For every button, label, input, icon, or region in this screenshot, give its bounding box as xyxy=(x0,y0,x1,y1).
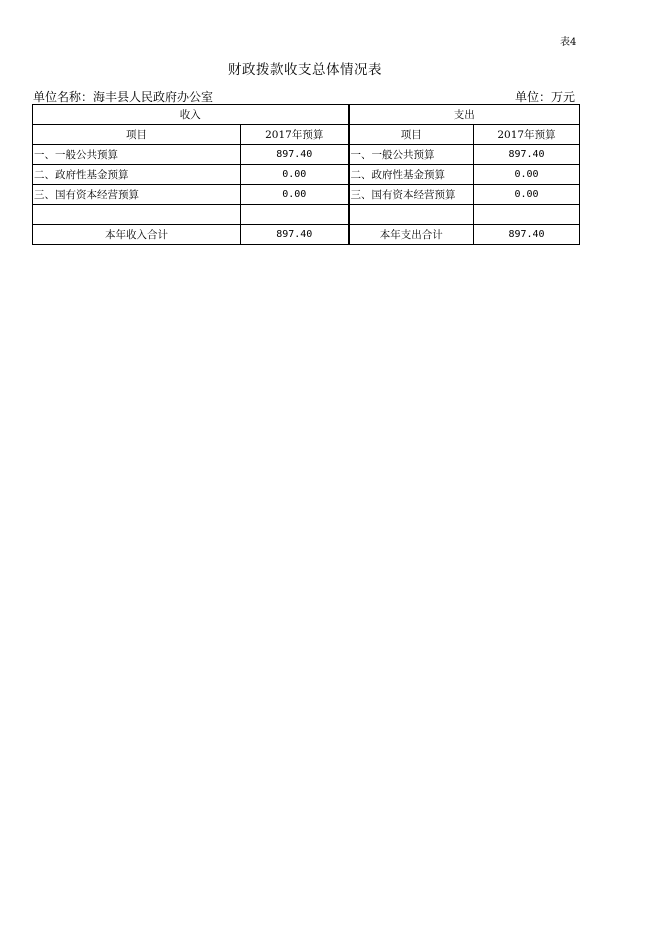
expense-total-label: 本年支出合计 xyxy=(349,225,474,245)
expense-value: 897.40 xyxy=(474,145,580,165)
income-header: 收入 xyxy=(33,105,349,125)
section-header-row xyxy=(33,105,580,125)
income-col-item: 项目 xyxy=(33,125,241,145)
expense-value: 0.00 xyxy=(474,185,580,205)
expense-header: 支出 xyxy=(349,105,580,125)
income-value xyxy=(241,205,349,225)
expense-value: 0.00 xyxy=(474,165,580,185)
income-value: 0.00 xyxy=(241,185,349,205)
expense-item: 二、政府性基金预算 xyxy=(349,165,474,185)
table-row-empty xyxy=(33,205,580,225)
income-item: 一、一般公共预算 xyxy=(33,145,241,165)
income-item xyxy=(33,205,241,225)
income-total-value: 897.40 xyxy=(241,225,349,245)
page-title: 财政拨款收支总体情况表 xyxy=(228,62,382,78)
unit-name-label: 单位名称：海丰县人民政府办公室 xyxy=(33,90,214,104)
expense-col-item: 项目 xyxy=(349,125,474,145)
income-value: 897.40 xyxy=(241,145,349,165)
income-value: 0.00 xyxy=(241,165,349,185)
income-item: 三、国有资本经营预算 xyxy=(33,185,241,205)
table-row xyxy=(33,145,580,165)
budget-summary-table xyxy=(32,104,580,245)
income-total-label: 本年收入合计 xyxy=(33,225,241,245)
expense-item xyxy=(349,205,474,225)
income-col-budget: 2017年预算 xyxy=(241,125,349,145)
expense-item: 三、国有资本经营预算 xyxy=(349,185,474,205)
table-number: 表4 xyxy=(560,37,577,48)
column-header-row xyxy=(33,125,580,145)
expense-total-value: 897.40 xyxy=(474,225,580,245)
expense-item: 一、一般公共预算 xyxy=(349,145,474,165)
income-item: 二、政府性基金预算 xyxy=(33,165,241,185)
expense-value xyxy=(474,205,580,225)
total-row xyxy=(33,225,580,245)
expense-col-budget: 2017年预算 xyxy=(474,125,580,145)
table-row xyxy=(33,165,580,185)
currency-unit-label: 单位：万元 xyxy=(515,90,576,104)
table-row xyxy=(33,185,580,205)
